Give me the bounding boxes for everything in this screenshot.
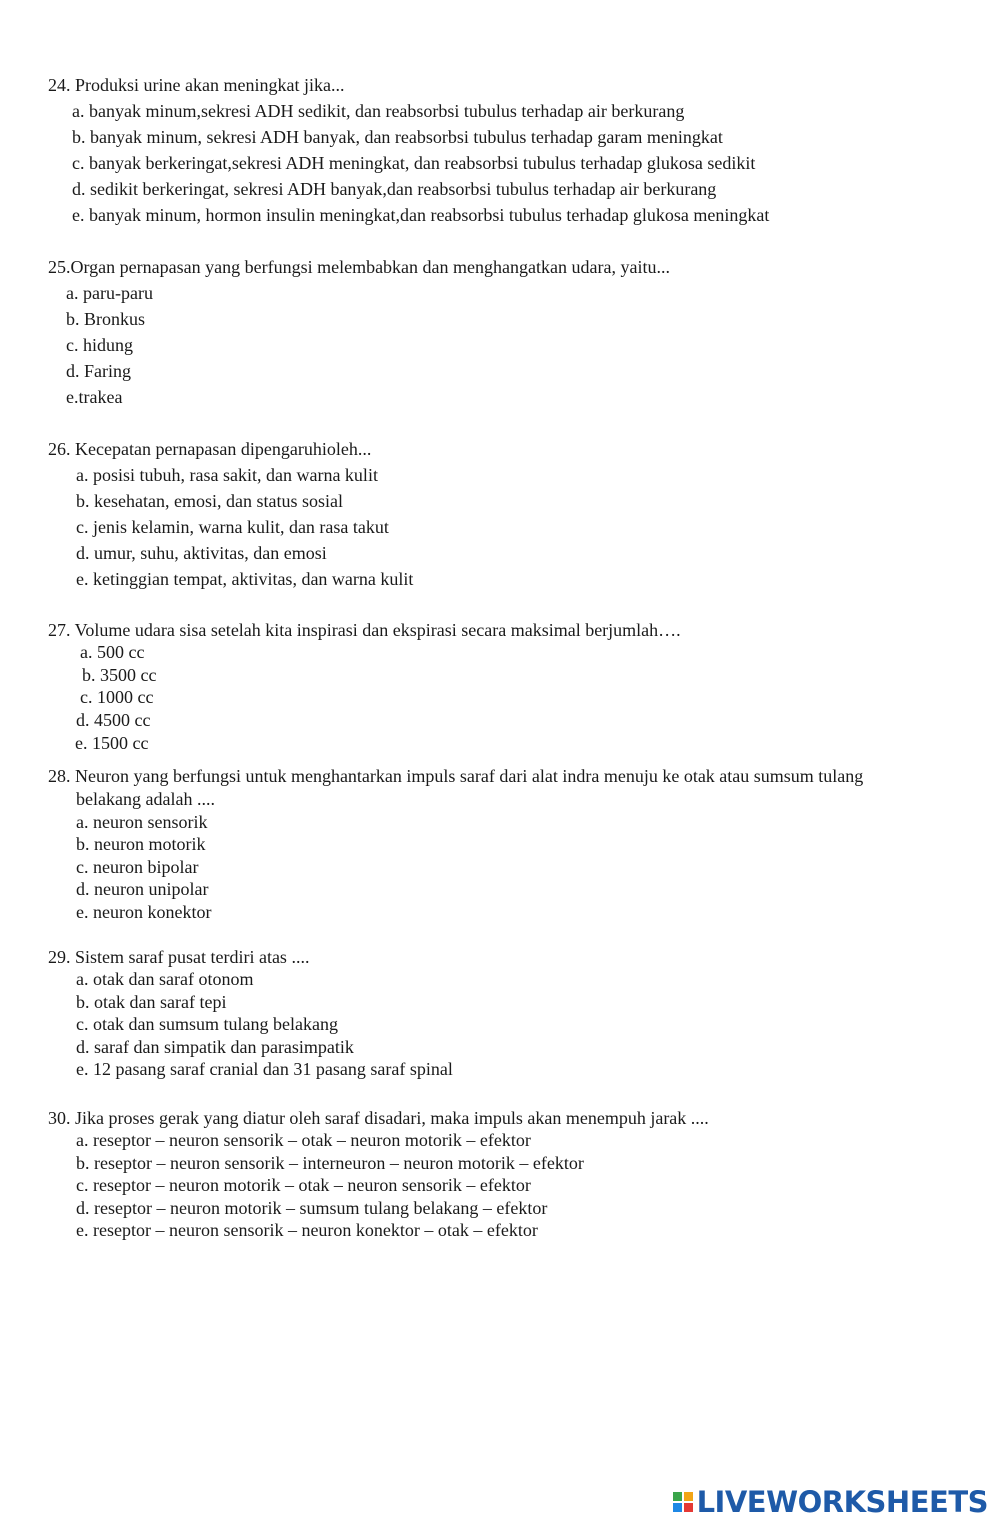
logo-square-red-icon bbox=[684, 1503, 693, 1512]
question-26-option-c: c. jenis kelamin, warna kulit, dan rasa takut bbox=[76, 517, 389, 537]
question-24-option-b: b. banyak minum, sekresi ADH banyak, dan reabsorbsi tubulus terhadap garam meningkat bbox=[72, 127, 723, 147]
question-24-option-e: e. banyak minum, hormon insulin meningkat,dan reabsorbsi tubulus terhadap glukosa meningkat bbox=[72, 205, 770, 225]
liveworksheets-logo bbox=[673, 1484, 988, 1520]
logo-square-orange-icon bbox=[684, 1492, 693, 1501]
logo-square-blue-icon bbox=[673, 1503, 682, 1512]
question-25-option-a: a. paru-paru bbox=[66, 283, 153, 303]
question-29-option-a: a. otak dan saraf otonom bbox=[76, 969, 254, 989]
question-28-option-e: e. neuron konektor bbox=[76, 902, 212, 922]
question-29-stem: 29. Sistem saraf pusat terdiri atas .... bbox=[48, 947, 310, 967]
question-30-option-e: e. reseptor – neuron sensorik – neuron konektor – otak – efektor bbox=[76, 1220, 538, 1240]
question-28-option-b: b. neuron motorik bbox=[76, 834, 206, 854]
question-25-option-c: c. hidung bbox=[66, 335, 133, 355]
question-30-option-c: c. reseptor – neuron motorik – otak – neuron sensorik – efektor bbox=[76, 1175, 531, 1195]
question-27-option-e: e. 1500 cc bbox=[75, 733, 149, 753]
question-30-option-a: a. reseptor – neuron sensorik – otak – neuron motorik – efektor bbox=[76, 1130, 531, 1150]
question-28-option-a: a. neuron sensorik bbox=[76, 812, 208, 832]
question-25-option-b: b. Bronkus bbox=[66, 309, 146, 329]
question-28-option-d: d. neuron unipolar bbox=[76, 879, 209, 899]
question-27-option-c: c. 1000 cc bbox=[80, 687, 154, 707]
question-30-option-d: d. reseptor – neuron motorik – sumsum tulang belakang – efektor bbox=[76, 1198, 548, 1218]
logo-square-green-icon bbox=[673, 1492, 682, 1501]
question-28-option-c: c. neuron bipolar bbox=[76, 857, 199, 877]
question-26-option-e: e. ketinggian tempat, aktivitas, dan warna kulit bbox=[76, 569, 414, 589]
question-27-option-a: a. 500 cc bbox=[80, 642, 145, 662]
logo-text: LIVEWORKSHEETS bbox=[696, 1485, 988, 1519]
question-24-option-d: d. sedikit berkeringat, sekresi ADH banyak,dan reabsorbsi tubulus terhadap air berkurang bbox=[72, 179, 717, 199]
question-25-stem: 25.Organ pernapasan yang berfungsi melembabkan dan menghangatkan udara, yaitu... bbox=[48, 257, 670, 277]
question-29-option-e: e. 12 pasang saraf cranial dan 31 pasang saraf spinal bbox=[76, 1059, 453, 1079]
question-26-option-b: b. kesehatan, emosi, dan status sosial bbox=[76, 491, 343, 511]
question-26-option-d: d. umur, suhu, aktivitas, dan emosi bbox=[76, 543, 327, 563]
question-27-option-d: d. 4500 cc bbox=[76, 710, 151, 730]
question-28-stem-continued: belakang adalah .... bbox=[76, 789, 215, 809]
question-29-option-b: b. otak dan saraf tepi bbox=[76, 992, 227, 1012]
question-27-option-b: b. 3500 cc bbox=[82, 665, 157, 685]
question-29-option-d: d. saraf dan simpatik dan parasimpatik bbox=[76, 1037, 354, 1057]
logo-mark-icon bbox=[673, 1492, 693, 1512]
question-26-option-a: a. posisi tubuh, rasa sakit, dan warna kulit bbox=[76, 465, 378, 485]
question-29-option-c: c. otak dan sumsum tulang belakang bbox=[76, 1014, 338, 1034]
question-27-stem: 27. Volume udara sisa setelah kita inspirasi dan ekspirasi secara maksimal berjumlah…. bbox=[48, 620, 681, 640]
question-24-option-a: a. banyak minum,sekresi ADH sedikit, dan reabsorbsi tubulus terhadap air berkurang bbox=[72, 101, 685, 121]
question-24-stem: 24. Produksi urine akan meningkat jika... bbox=[48, 75, 345, 95]
question-24-option-c: c. banyak berkeringat,sekresi ADH meningkat, dan reabsorbsi tubulus terhadap glukosa sedikit bbox=[72, 153, 756, 173]
question-25-option-e: e.trakea bbox=[66, 387, 123, 407]
question-26-stem: 26. Kecepatan pernapasan dipengaruhioleh... bbox=[48, 439, 372, 459]
question-28-stem: 28. Neuron yang berfungsi untuk menghantarkan impuls saraf dari alat indra menuju ke otak atau sumsum tulang bbox=[48, 766, 864, 786]
question-25-option-d: d. Faring bbox=[66, 361, 131, 381]
question-30-option-b: b. reseptor – neuron sensorik – interneuron – neuron motorik – efektor bbox=[76, 1153, 584, 1173]
question-30-stem: 30. Jika proses gerak yang diatur oleh saraf disadari, maka impuls akan menempuh jarak .... bbox=[48, 1108, 709, 1128]
